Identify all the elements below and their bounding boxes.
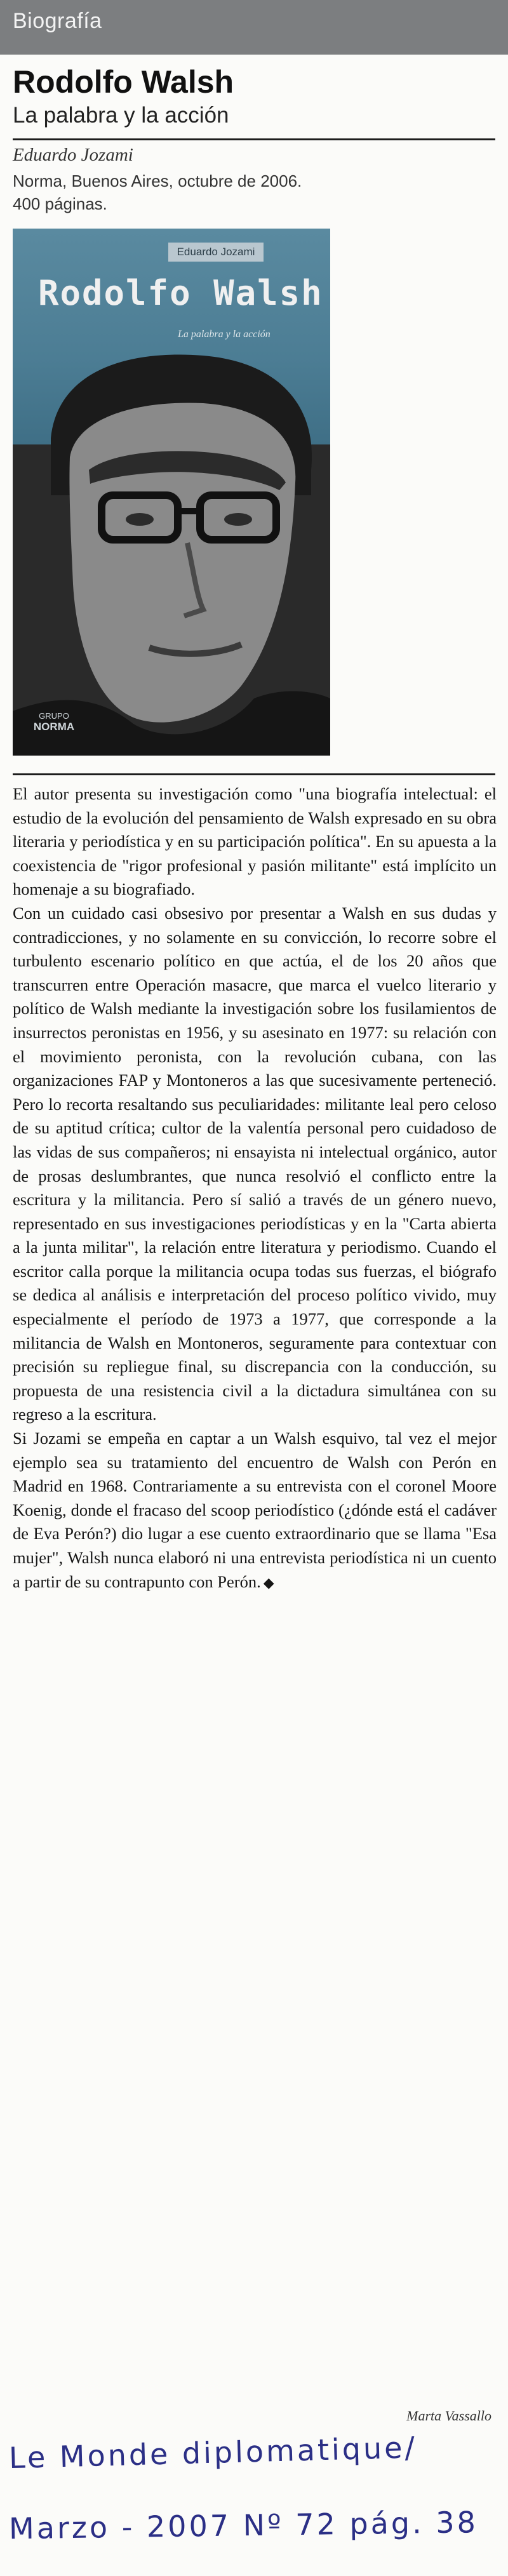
handwritten-source-line1: Le Monde diplomatique/ [8, 2430, 418, 2476]
book-subtitle: La palabra y la acción [13, 103, 229, 128]
book-publisher: Norma, Buenos Aires, octubre de 2006. [13, 171, 302, 190]
book-pages: 400 páginas. [13, 194, 107, 213]
book-cover-image [13, 229, 330, 756]
end-mark-icon: ◆ [263, 1574, 274, 1591]
cover-title: Rodolfo Walsh [38, 273, 323, 313]
section-header-bar [0, 0, 508, 55]
review-paragraph-2: Con un cuidado casi obsesivo por presentar a Walsh en sus dudas y contradicciones, y no solamente en su convicción, lo recorre sobre el turbulento escenario político en que actúa, el de los 20 años que transcurren entre Operación masacre, que marca el vuelco literario y político de Walsh mediante la investigación sobre los fusilamientos de insurrectos peronistas en 1956, y su asesinato en 1977: su relación con el movimiento peronista, con la revolución cubana, con las organizaciones FAP y Montoneros a las que sucesivamente perteneció. Pero lo recorta resaltando sus peculiaridades: militante leal pero celoso de su aptitud crítica; cultor de la valentía personal pero cuidadoso de las vidas de sus compañeros; ni ensayista ni intelectual orgánico, autor de prosas deslumbrantes, que nunca resolvió el conflicto entre la escritura y la militancia. Pero sí salió a través de un género nuevo, representado en sus investigaciones periodísticas y en la "Carta abierta a la junta militar", la relación entre literatura y periodismo. Cuando el escritor calla porque la militancia ocupa todas sus fuerzas, el biógrafo se dedica al análisis e interpretación del proceso político vivido, muy especialmente el período de 1973 a 1977, que corresponde a la militancia de Walsh en Montoneros, seguramente para contextuar con precisión su repliegue final, su discrepancia con la conducción, su propuesta de una resistencia civil a la dictadura simultánea con su regreso a la escritura. [13, 903, 497, 1424]
cover-subtitle: La palabra y la acción [178, 329, 271, 340]
review-paragraph-3 [13, 1427, 497, 1594]
section-label: Biografía [13, 9, 102, 33]
review-paragraph-1: El autor presenta su investigación como "una biografía intelectual: el estudio de la evolución del pensamiento de Walsh expresado en su obra literaria y periodística y en su participación política". En su apuesta a la coexistencia de "rigor profesional y pasión militante" está implícito un homenaje a su biografiado. [13, 784, 497, 899]
cover-imprint-line1: GRUPO [39, 711, 69, 721]
divider-body [13, 773, 495, 775]
review-body [13, 782, 497, 1594]
book-title: Rodolfo Walsh [13, 64, 234, 100]
handwritten-source-line2: Marzo - 2007 Nº 72 pág. 38 [8, 2505, 479, 2546]
divider-top [13, 138, 495, 140]
reviewer-signature: Marta Vassallo [406, 2408, 491, 2424]
cover-publisher-logo [25, 711, 83, 733]
cover-imprint-line2: NORMA [33, 721, 75, 733]
review-paragraph-3-text: Si Jozami se empeña en captar a un Walsh esquivo, tal vez el mejor ejemplo sea su tratamiento del encuentro de Walsh con Perón en Madrid en 1968. Contrariamente a su entrevista con el coronel Moore Koenig, donde el fracaso del scoop periodístico (¿dónde está el cadáver de Eva Perón?) dio lugar a ese cuento extraordinario que se llama "Esa mujer", Walsh nunca elaboró ni una entrevista periodística ni un cuento a partir de su contrapunto con Perón. [13, 1429, 497, 1591]
cover-author-label: Eduardo Jozami [168, 243, 264, 262]
book-author: Eduardo Jozami [13, 145, 133, 165]
